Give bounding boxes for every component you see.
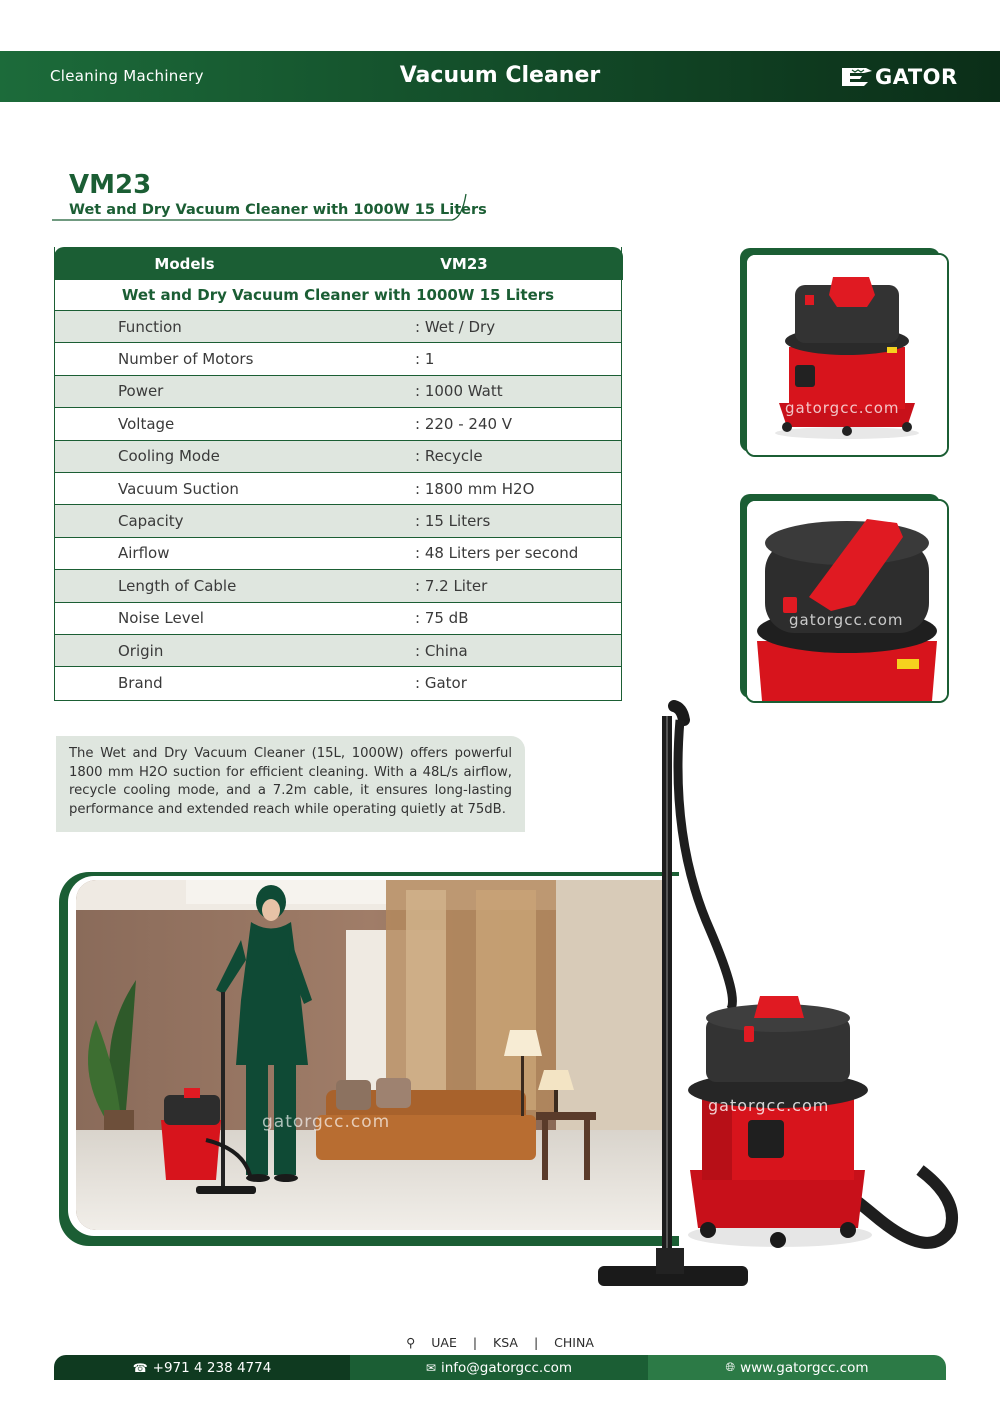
spec-value: : 75 dB bbox=[415, 609, 469, 628]
phone-number: +971 4 238 4774 bbox=[152, 1359, 272, 1376]
category-label: Cleaning Machinery bbox=[50, 67, 204, 85]
spec-value: : Recycle bbox=[415, 447, 483, 466]
spec-label: Cooling Mode bbox=[118, 447, 220, 466]
spec-value: : 7.2 Liter bbox=[415, 576, 488, 595]
website-link[interactable] bbox=[648, 1355, 946, 1380]
phone-contact[interactable] bbox=[54, 1355, 350, 1380]
vacuum-front-image bbox=[747, 255, 947, 455]
spec-label: Number of Motors bbox=[118, 350, 254, 369]
table-row bbox=[55, 603, 621, 635]
separator: | bbox=[533, 1335, 539, 1350]
product-description: The Wet and Dry Vacuum Cleaner (15L, 1000W) offers powerful 1800 mm H2O suction for efficient cleaning. With a 48L/s airflow, recycle cooling mode, and a 7.2m cable, it ensures long-lasting performance and extended reach while operating quietly at 75dB. bbox=[56, 736, 525, 832]
contact-footer bbox=[54, 1355, 946, 1380]
spec-value: : Gator bbox=[415, 674, 467, 693]
table-row bbox=[55, 376, 621, 408]
spec-value: : 15 Liters bbox=[415, 512, 491, 531]
table-row bbox=[55, 441, 621, 473]
location-ksa: KSA bbox=[493, 1335, 518, 1350]
watermark: gatorgcc.com bbox=[789, 611, 904, 629]
spec-value: : China bbox=[415, 641, 468, 660]
spec-label: Airflow bbox=[118, 544, 170, 563]
spec-label: Voltage bbox=[118, 414, 175, 433]
watermark: gatorgcc.com bbox=[708, 1096, 830, 1115]
table-row bbox=[55, 635, 621, 667]
table-row bbox=[55, 570, 621, 602]
vacuum-lid-image bbox=[747, 501, 947, 701]
spec-label: Power bbox=[118, 382, 164, 401]
email-contact[interactable] bbox=[350, 1355, 648, 1380]
spec-label: Brand bbox=[118, 674, 163, 693]
table-row bbox=[55, 538, 621, 570]
spec-label: Origin bbox=[118, 641, 164, 660]
spec-value: : 48 Liters per second bbox=[415, 544, 579, 563]
location-uae: UAE bbox=[431, 1335, 457, 1350]
spec-label: Vacuum Suction bbox=[118, 479, 239, 498]
room-photo bbox=[76, 880, 666, 1230]
table-row bbox=[55, 311, 621, 343]
gator-logo-icon bbox=[840, 65, 874, 89]
spec-table-header bbox=[54, 247, 623, 280]
table-row bbox=[55, 408, 621, 440]
website-url: www.gatorgcc.com bbox=[740, 1359, 869, 1376]
product-thumbnail-lid bbox=[745, 499, 949, 703]
table-row bbox=[55, 505, 621, 537]
location-pin-icon: ⚲ bbox=[406, 1335, 416, 1350]
email-address: info@gatorgcc.com bbox=[440, 1359, 573, 1376]
living-room-scene bbox=[76, 880, 666, 1230]
spec-label: Length of Cable bbox=[118, 576, 237, 595]
table-row bbox=[55, 667, 621, 699]
table-row bbox=[55, 343, 621, 375]
spec-value: : 220 - 240 V bbox=[415, 414, 513, 433]
spec-label: Capacity bbox=[118, 512, 184, 531]
mail-icon: ✉ bbox=[425, 1360, 436, 1375]
spec-value: : 1 bbox=[415, 350, 435, 369]
vacuum-main-image bbox=[590, 700, 960, 1300]
globe-icon: 🌐︎ bbox=[725, 1360, 736, 1374]
spec-value: : 1000 Watt bbox=[415, 382, 503, 401]
phone-icon: ☎ bbox=[132, 1360, 148, 1375]
model-code: VM23 bbox=[69, 170, 152, 200]
header-banner bbox=[0, 51, 1000, 102]
page-title: Vacuum Cleaner bbox=[399, 63, 601, 88]
spec-table-title: Wet and Dry Vacuum Cleaner with 1000W 15 Liters bbox=[55, 280, 621, 311]
product-thumbnail-front bbox=[745, 253, 949, 457]
model-subtitle: Wet and Dry Vacuum Cleaner with 1000W 15 Liters bbox=[69, 202, 487, 218]
spec-value: : Wet / Dry bbox=[415, 317, 496, 336]
location-china: CHINA bbox=[554, 1335, 594, 1350]
table-row bbox=[55, 473, 621, 505]
spec-table bbox=[54, 247, 622, 701]
brand-logo bbox=[840, 63, 958, 91]
col-model-value: VM23 bbox=[440, 254, 488, 273]
spec-value: : 1800 mm H2O bbox=[415, 479, 535, 498]
col-models: Models bbox=[154, 254, 215, 273]
watermark: gatorgcc.com bbox=[785, 399, 900, 417]
watermark: gatorgcc.com bbox=[262, 1112, 391, 1132]
spec-label: Function bbox=[118, 317, 182, 336]
spec-label: Noise Level bbox=[118, 609, 204, 628]
logo-text: GATOR bbox=[875, 65, 958, 89]
separator: | bbox=[472, 1335, 478, 1350]
locations-bar bbox=[0, 1335, 1000, 1350]
